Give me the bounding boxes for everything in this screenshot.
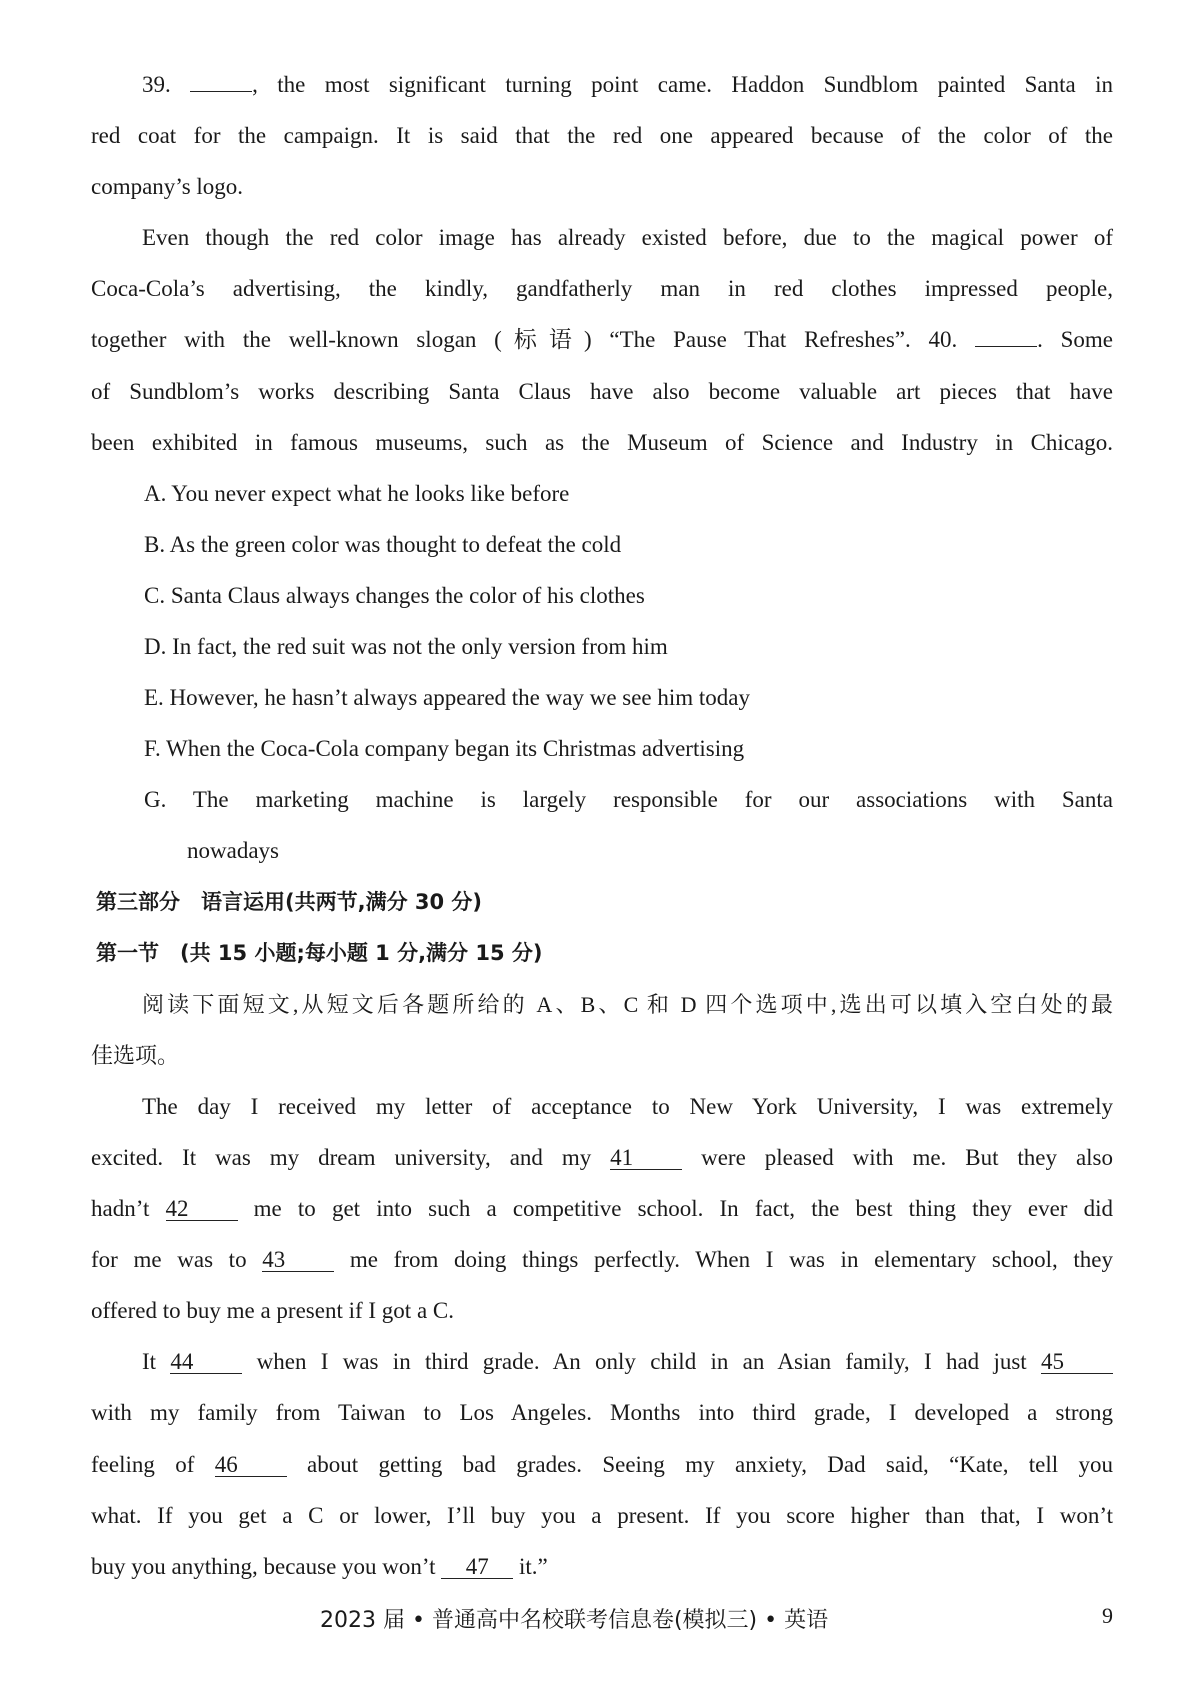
text-segment: with my family from Taiwan to Los Angeles. Months into third grade, I developed a strong — [91, 1400, 1113, 1426]
text-line — [91, 928, 1113, 979]
text-line — [91, 672, 1113, 723]
text-segment: buy you anything, because you won’t — [91, 1553, 442, 1579]
text-line — [91, 1081, 1113, 1132]
text-segment: Even though the red color image has already existed before, due to the magical power of — [142, 225, 1113, 251]
text-segment: It — [142, 1349, 171, 1375]
text-segment: me from doing things perfectly. When I was in elementary school, they — [334, 1247, 1113, 1273]
text-line — [91, 621, 1113, 672]
text-segment: C. Santa Claus always changes the color of his clothes — [144, 582, 645, 608]
text-line — [91, 1183, 1113, 1234]
document-body — [91, 59, 1113, 1592]
text-segment: of Sundblom’s works describing Santa Claus have also become valuable art pieces that have — [91, 378, 1113, 404]
text-line — [91, 110, 1113, 161]
text-segment: together with the well-known slogan (标语) “The Pause That Refreshes”. 40. — [91, 327, 976, 353]
text-segment: feeling of — [91, 1451, 215, 1477]
text-segment: excited. It was my dream university, and my — [91, 1144, 611, 1170]
text-segment: . Some — [1037, 327, 1114, 353]
text-line — [91, 825, 1113, 876]
text-segment: hadn’t — [91, 1196, 166, 1222]
text-line — [91, 263, 1113, 314]
text-line — [91, 314, 1113, 365]
text-segment: G. The marketing machine is largely responsible for our associations with Santa — [144, 787, 1113, 813]
text-segment: Coca-Cola’s advertising, the kindly, gandfatherly man in red clothes impressed people, — [91, 276, 1113, 302]
text-segment: red coat for the campaign. It is said that the red one appeared because of the color of the — [91, 123, 1113, 149]
text-line — [91, 979, 1113, 1030]
text-line — [91, 1336, 1113, 1387]
text-line — [91, 1234, 1113, 1285]
text-line — [91, 1541, 1113, 1592]
text-segment: 39. — [142, 72, 191, 97]
text-line — [91, 877, 1113, 928]
answer-blank: 44 — [170, 1351, 242, 1374]
text-line — [91, 519, 1113, 570]
text-segment: nowadays — [187, 838, 279, 864]
text-line — [91, 1132, 1113, 1183]
text-line — [91, 59, 1113, 110]
text-line — [91, 1285, 1113, 1336]
text-segment: it.” — [513, 1553, 548, 1579]
text-segment: what. If you get a C or lower, I’ll buy you a present. If you score higher than that, I won’t — [91, 1502, 1113, 1528]
answer-blank — [190, 91, 252, 92]
text-line — [91, 161, 1113, 212]
text-segment: about getting bad grades. Seeing my anxiety, Dad said, “Kate, tell you — [286, 1451, 1113, 1477]
page-number: 9 — [1102, 1603, 1113, 1628]
text-segment: offered to buy me a present if I got a C. — [91, 1298, 454, 1324]
text-segment: were pleased with me. But they also — [682, 1144, 1113, 1170]
answer-blank: 47 — [441, 1556, 513, 1579]
text-line — [91, 212, 1113, 263]
text-segment: 阅读下面短文,从短文后各题所给的 A、B、C 和 D 四个选项中,选出可以填入空白处的最 — [142, 991, 1113, 1017]
text-line — [91, 1490, 1113, 1541]
footer-title: 2023 届 • 普通高中名校联考信息卷(模拟三) • 英语 — [320, 1608, 829, 1633]
text-line — [91, 774, 1113, 825]
text-segment: 第一节 (共 15 小题;每小题 1 分,满分 15 分) — [96, 940, 543, 965]
text-segment: when I was in third grade. An only child in an Asian family, I had just — [242, 1349, 1041, 1375]
text-line — [91, 366, 1113, 417]
text-line — [91, 570, 1113, 621]
text-segment: D. In fact, the red suit was not the only version from him — [144, 634, 668, 660]
text-line — [91, 1387, 1113, 1438]
text-segment: The day I received my letter of acceptance to New York University, I was extremely — [142, 1093, 1113, 1119]
answer-blank: 43 — [262, 1249, 334, 1272]
answer-blank: 45 — [1041, 1351, 1113, 1374]
text-segment: 佳选项。 — [91, 1042, 180, 1068]
text-line — [91, 1030, 1113, 1081]
answer-blank — [975, 346, 1037, 347]
text-segment: me to get into such a competitive school. In fact, the best thing they ever did — [237, 1196, 1113, 1222]
text-line — [91, 468, 1113, 519]
answer-blank: 41 — [610, 1147, 682, 1170]
text-segment: company’s logo. — [91, 174, 244, 200]
page-footer — [320, 1603, 1113, 1634]
text-segment: E. However, he hasn’t always appeared the way we see him today — [144, 685, 751, 711]
text-segment: B. As the green color was thought to defeat the cold — [144, 531, 622, 557]
text-line — [91, 1439, 1113, 1490]
answer-blank: 42 — [166, 1198, 238, 1221]
text-line — [91, 723, 1113, 774]
text-segment: , the most significant turning point came. Haddon Sundblom painted Santa in — [252, 72, 1114, 97]
text-segment: A. You never expect what he looks like before — [144, 480, 570, 506]
text-line — [91, 417, 1113, 468]
text-segment: F. When the Coca-Cola company began its Christmas advertising — [144, 736, 745, 762]
answer-blank: 46 — [215, 1454, 287, 1477]
text-segment: for me was to — [91, 1247, 263, 1273]
text-segment: 第三部分 语言运用(共两节,满分 30 分) — [96, 889, 483, 914]
text-segment: been exhibited in famous museums, such as the Museum of Science and Industry in Chicago. — [91, 429, 1113, 455]
